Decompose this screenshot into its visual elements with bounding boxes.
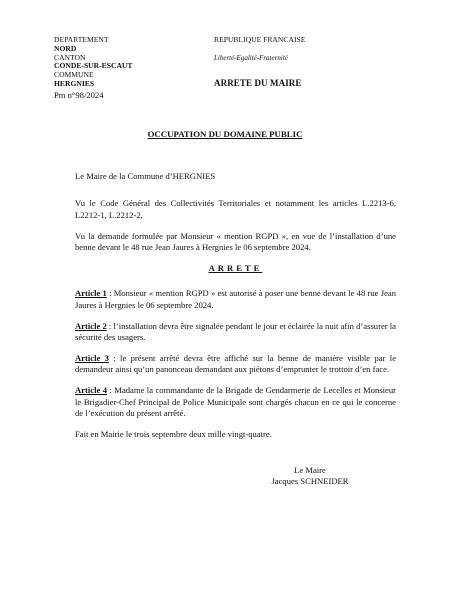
article-1-text: : Monsieur « mention RGPD » est autorisé à poser une benne devant le 48 rue Jean Jaures à Hergnies le 06 septembre 2024. [75, 288, 396, 310]
decree-title: ARRETE DU MAIRE [214, 78, 302, 89]
closing-line: Fait en Mairie le trois septembre deux mille vingt-quatre. [75, 429, 272, 440]
arrete-heading: ARRETE [208, 263, 263, 274]
article-3-text: : le présent arrêté devra être affiché sur la benne de manière visible par le demandeur ainsi qu’un panonceau demandant aux piétons d’emprunter le trottoir d’en face. [75, 353, 397, 375]
signatory-role: Le Maire [294, 465, 326, 475]
article-1-label: Article 1 [75, 288, 107, 299]
article-2-text: : l’installation devra être signalée pendant le jour et éclairée la nuit afin d’assurer la sécurité des usagers. [75, 320, 396, 343]
reference-number: Pm n°98/2024 [54, 90, 104, 100]
header-right-block [214, 36, 414, 88]
vu-paragraph-1: Vu le Code Général des Collectivités Territoriales et notamment les articles L.2213-6, L2212-1, L.2212-2, [75, 198, 396, 220]
commune-value: HERGNIES [54, 78, 95, 88]
header-left-block [54, 36, 204, 89]
article-1 [75, 288, 396, 311]
article-2-label: Article 2 [75, 320, 107, 331]
departement-label: DEPARTEMENT [54, 35, 109, 44]
vu-paragraph-2: Vu la demande formulée par Monsieur « mention RGPD », en vue de l’installation d’une benne devant le 48 rue Jean Jaures à Hergnies le 06 septembre 2024. [75, 230, 396, 253]
mayor-line: Le Maire de la Commune d’HERGNIES [75, 171, 216, 181]
document-body [75, 171, 396, 450]
article-4-label: Article 4 [75, 385, 108, 396]
article-3 [75, 353, 396, 376]
canton-value: CONDE-SUR-ESCAUT [54, 61, 133, 71]
article-4-text: : Madame la commandante de la Brigade de Gendarmerie de Lecelles et Monsieur le Brigadier-Chef Principal de Police Municipale sont chargés chacun en ce qui le concerne de l’exécution du présent arrêté. [75, 385, 396, 419]
republic-motto: Liberté-Egalité-Fraternité [214, 53, 288, 62]
article-4 [75, 385, 396, 419]
article-2 [75, 321, 396, 344]
republic-name: REPUBLIQUE FRANCAISE [214, 35, 306, 44]
commune-label: COMMUNE [54, 70, 94, 80]
canton-label: CANTON [54, 52, 86, 62]
signatory-name: Jacques SCHNEIDER [271, 476, 349, 486]
article-3-label: Article 3 [75, 353, 109, 364]
document-title: OCCUPATION DU DOMAINE PUBLIC [147, 129, 303, 139]
departement-value: NORD [54, 43, 77, 53]
signature-block [250, 465, 370, 487]
